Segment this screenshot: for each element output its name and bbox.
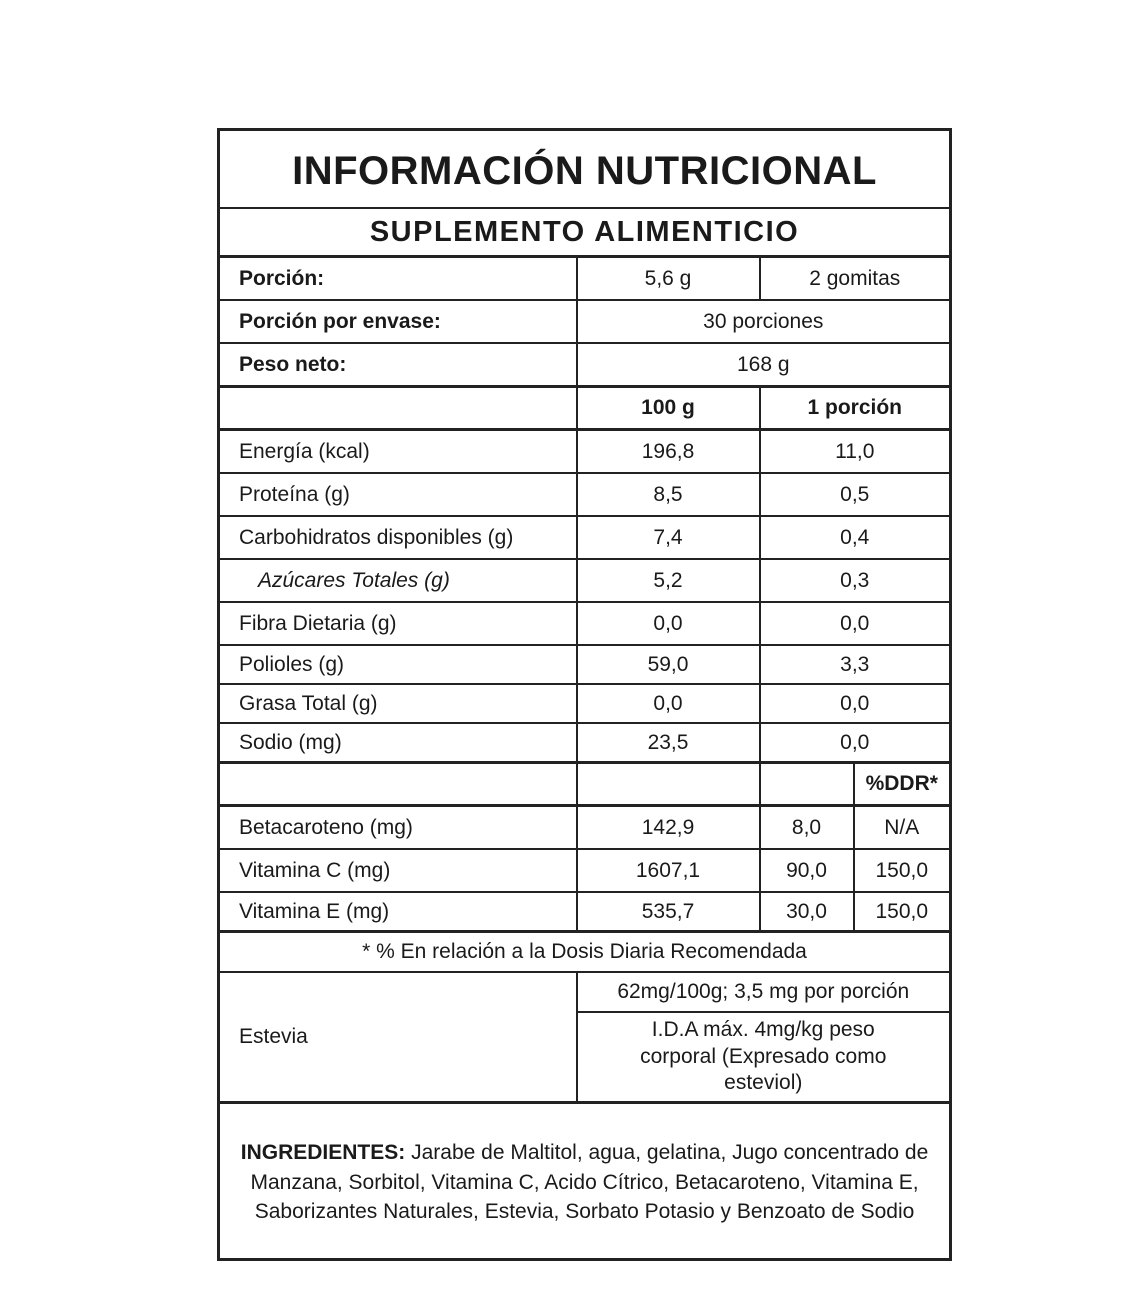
vitamin-header-blank xyxy=(577,763,760,806)
nutrient-name: Carbohidratos disponibles (g) xyxy=(219,516,577,559)
net-weight-label: Peso neto: xyxy=(219,343,577,387)
table-row xyxy=(219,684,951,723)
table-row xyxy=(219,473,951,516)
nutrition-facts-table xyxy=(217,128,952,1261)
net-weight-value: 168 g xyxy=(577,343,951,387)
nutrient-per-portion: 0,5 xyxy=(760,473,951,516)
vitamin-name: Vitamina E (mg) xyxy=(219,892,577,932)
vitamin-name: Betacaroteno (mg) xyxy=(219,806,577,850)
column-header-100g: 100 g xyxy=(577,387,760,430)
table-subtitle: SUPLEMENTO ALIMENTICIO xyxy=(219,208,951,257)
portions-per-pack-value: 30 porciones xyxy=(577,300,951,343)
nutrient-name: Sodio (mg) xyxy=(219,723,577,763)
ingredients-text: Jarabe de Maltitol, agua, gelatina, Jugo concentrado de Manzana, Sorbitol, Vitamina C, Acido Cítrico, Betacaroteno, Vitamina E, Saborizantes Naturales, Estevia, Sorbato Potasio y Benzoato de Sodio xyxy=(250,1140,929,1224)
nutrient-per-100g: 0,0 xyxy=(577,684,760,723)
nutrient-per-portion: 3,3 xyxy=(760,645,951,684)
stevia-amount: 62mg/100g; 3,5 mg por porción xyxy=(577,972,951,1012)
vitamin-ddr: 150,0 xyxy=(854,849,951,892)
nutrient-per-100g: 7,4 xyxy=(577,516,760,559)
nutrient-name: Polioles (g) xyxy=(219,645,577,684)
vitamin-ddr: 150,0 xyxy=(854,892,951,932)
table-row xyxy=(219,806,951,850)
nutrient-per-portion: 0,0 xyxy=(760,723,951,763)
nutrient-name: Azúcares Totales (g) xyxy=(219,559,577,602)
nutrient-per-portion: 11,0 xyxy=(760,430,951,474)
column-header-ddr: %DDR* xyxy=(854,763,951,806)
nutrient-per-100g: 59,0 xyxy=(577,645,760,684)
nutrient-per-100g: 8,5 xyxy=(577,473,760,516)
table-row xyxy=(219,645,951,684)
vitamin-header-blank xyxy=(219,763,577,806)
table-title: INFORMACIÓN NUTRICIONAL xyxy=(219,130,951,209)
vitamin-per-portion: 90,0 xyxy=(760,849,854,892)
vitamin-name: Vitamina C (mg) xyxy=(219,849,577,892)
nutrient-per-100g: 23,5 xyxy=(577,723,760,763)
column-header-portion: 1 porción xyxy=(760,387,951,430)
stevia-ida: I.D.A máx. 4mg/kg peso corporal (Expresado como esteviol) xyxy=(577,1012,951,1102)
vitamin-header-blank xyxy=(760,763,854,806)
table-row xyxy=(219,602,951,645)
ddr-footnote: * % En relación a la Dosis Diaria Recomendada xyxy=(219,932,951,973)
nutrient-name: Energía (kcal) xyxy=(219,430,577,474)
table-row xyxy=(219,849,951,892)
vitamin-per-100g: 1607,1 xyxy=(577,849,760,892)
portion-label: Porción: xyxy=(219,257,577,301)
vitamin-per-100g: 535,7 xyxy=(577,892,760,932)
nutrient-per-portion: 0,0 xyxy=(760,684,951,723)
ingredients xyxy=(219,1102,951,1259)
portion-grams: 5,6 g xyxy=(577,257,760,301)
nutrient-name: Proteína (g) xyxy=(219,473,577,516)
vitamin-per-portion: 8,0 xyxy=(760,806,854,850)
vitamin-per-portion: 30,0 xyxy=(760,892,854,932)
table-row xyxy=(219,430,951,474)
portions-per-pack-label: Porción por envase: xyxy=(219,300,577,343)
column-header-blank xyxy=(219,387,577,430)
vitamin-ddr: N/A xyxy=(854,806,951,850)
nutrient-per-portion: 0,3 xyxy=(760,559,951,602)
nutrient-per-100g: 196,8 xyxy=(577,430,760,474)
ingredients-heading: INGREDIENTES: xyxy=(240,1140,406,1164)
nutrient-per-portion: 0,0 xyxy=(760,602,951,645)
nutrient-name: Grasa Total (g) xyxy=(219,684,577,723)
table-row xyxy=(219,559,951,602)
nutrient-per-100g: 0,0 xyxy=(577,602,760,645)
stevia-label: Estevia xyxy=(219,972,577,1102)
table-row xyxy=(219,892,951,932)
vitamin-per-100g: 142,9 xyxy=(577,806,760,850)
nutrient-name: Fibra Dietaria (g) xyxy=(219,602,577,645)
table-row xyxy=(219,516,951,559)
nutrient-per-portion: 0,4 xyxy=(760,516,951,559)
portion-units: 2 gomitas xyxy=(760,257,951,301)
nutrient-per-100g: 5,2 xyxy=(577,559,760,602)
table-row xyxy=(219,723,951,763)
